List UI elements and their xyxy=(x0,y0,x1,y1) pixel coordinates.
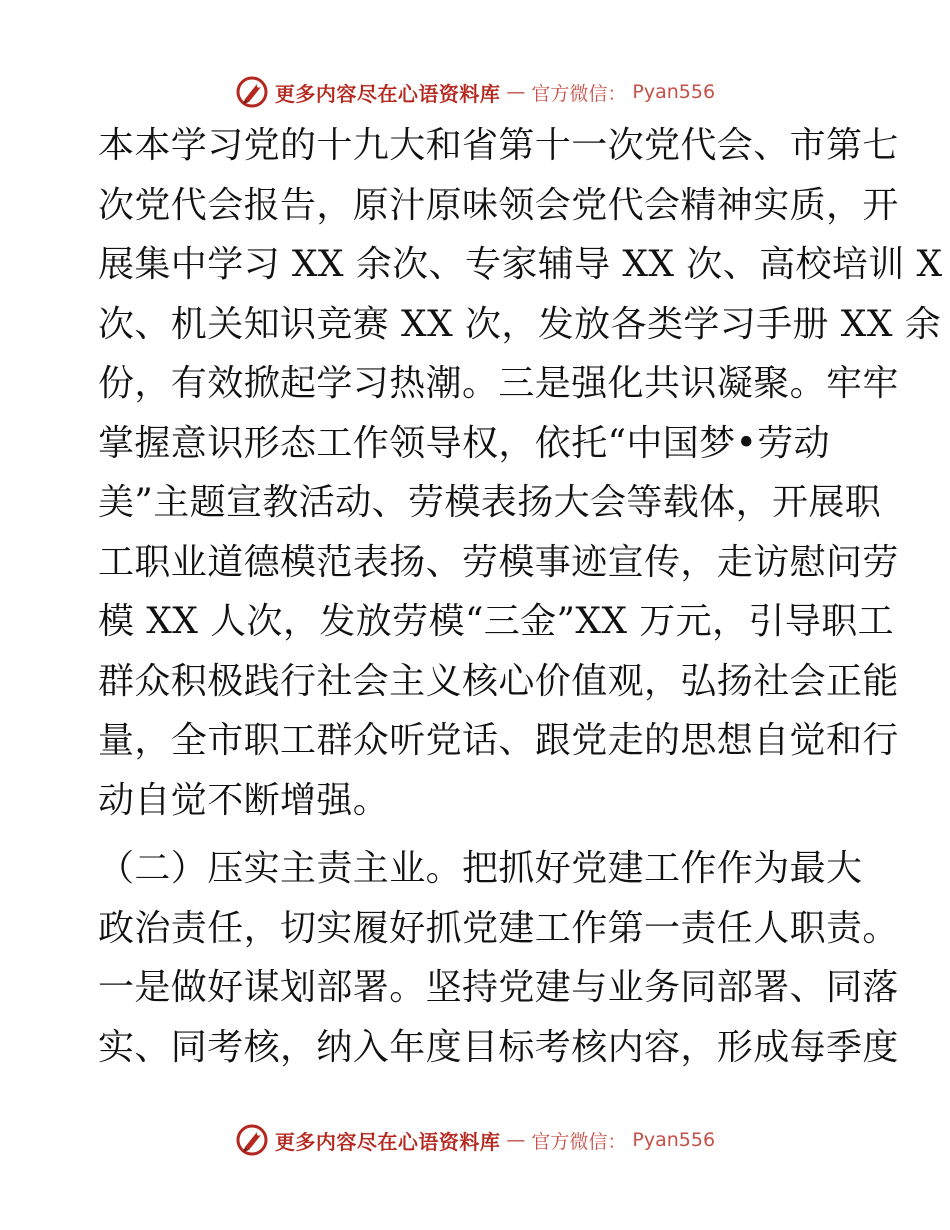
text-line: 美”主题宣教活动、劳模表扬大会等载体，开展职 xyxy=(98,482,882,523)
pen-logo-icon xyxy=(235,1123,269,1157)
text-line: 展集中学习 XX 余次、专家辅导 XX 次、高校培训 X xyxy=(98,244,943,285)
watermark-dash: — xyxy=(506,1129,526,1151)
text-line: 一是做好谋划部署。坚持党建与业务同部署、同落 xyxy=(98,967,899,1008)
text-line: 掌握意识形态工作领导权，依托“中国梦•劳动 xyxy=(98,422,831,464)
watermark-dash: — xyxy=(506,81,526,103)
text-line: 实、同考核，纳入年度目标考核内容，形成每季度 xyxy=(98,1026,899,1068)
watermark-brand-text: 更多内容尽在心语资料库 xyxy=(274,1129,501,1154)
watermark-official-label: 官方微信： xyxy=(531,1130,627,1153)
paragraph xyxy=(98,116,943,830)
pen-logo-icon xyxy=(235,75,269,109)
text-line: 群众积极践行社会主义核心价值观，弘扬社会正能 xyxy=(98,660,899,702)
text-line: 工职业道德模范表扬、劳模事迹宣传，走访慰问劳 xyxy=(98,541,899,583)
footer-watermark xyxy=(0,1120,950,1160)
text-line: 动自觉不断增强。 xyxy=(98,779,390,821)
watermark-account: Pyan556 xyxy=(632,1129,716,1151)
text-line: 本本学习党的十九大和省第十一次党代会、市第七 xyxy=(98,125,899,166)
text-line: 次党代会报告，原汁原味领会党代会精神实质，开 xyxy=(98,184,899,226)
watermark-brand-text: 更多内容尽在心语资料库 xyxy=(274,81,501,106)
text-line: 量，全市职工群众听党话、跟党走的思想自觉和行 xyxy=(98,720,899,761)
header-watermark xyxy=(0,72,950,112)
text-line: 次、机关知识竞赛 XX 次，发放各类学习手册 XX 余 xyxy=(98,303,942,345)
text-line: 模 XX 人次，发放劳模“三金”XX 万元，引导职工 xyxy=(98,601,895,642)
text-line: 份，有效掀起学习热潮。三是强化共识凝聚。牢牢 xyxy=(98,363,899,404)
document-body xyxy=(98,116,943,1077)
text-line: （二）压实主责主业。把抓好党建工作作为最大 xyxy=(98,848,863,889)
watermark-official-label: 官方微信： xyxy=(531,82,627,105)
watermark-account: Pyan556 xyxy=(632,81,716,103)
paragraph xyxy=(98,839,899,1077)
text-line: 政治责任，切实履好抓党建工作第一责任人职责。 xyxy=(98,907,899,949)
